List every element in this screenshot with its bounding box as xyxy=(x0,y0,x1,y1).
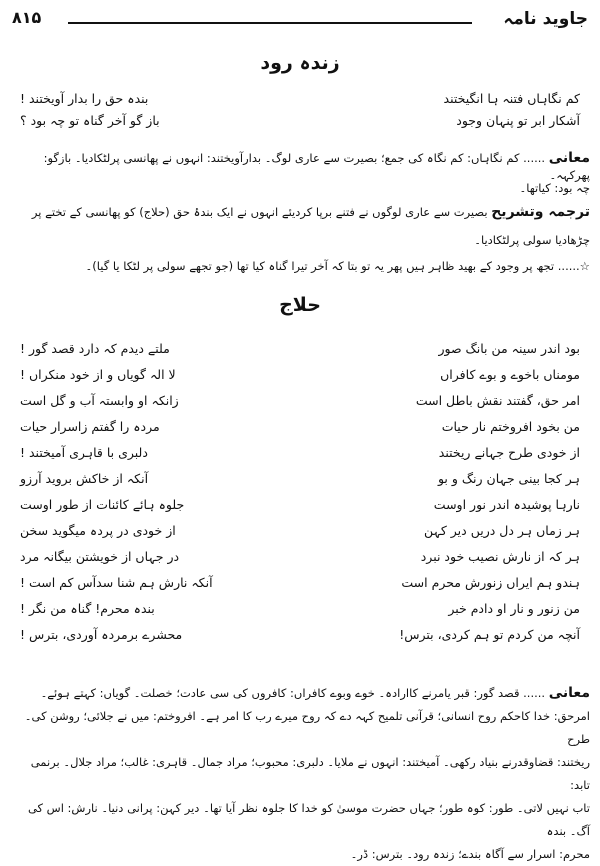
verse-left: دلبری با قاہری آمیختند ! xyxy=(20,445,148,460)
verse-left: مردہ را گفتم زاسرار حیات xyxy=(20,419,160,434)
verse-couplet xyxy=(20,574,580,591)
verse-left: باز گو آخر گناہ تو چہ بود ؟ xyxy=(20,113,160,128)
verse-left: لا الہ گویاں و از خود منکراں ! xyxy=(20,367,176,382)
verse-couplet xyxy=(20,112,580,129)
verse-couplet xyxy=(20,340,580,357)
verse-couplet xyxy=(20,626,580,643)
verse-couplet xyxy=(20,522,580,539)
section-title-zinda-rood: زندہ رود xyxy=(260,52,340,74)
note-line xyxy=(10,258,590,275)
verse-couplet xyxy=(20,470,580,487)
gloss-text: ...... قصد گور: قبر یامرنے کاارادہ۔ خوے وبوے کافراں: کافروں کی سی عادت؛ خصلت۔ گویاں: کہتے ہوئے۔ xyxy=(40,686,546,700)
verse-couplet xyxy=(20,496,580,513)
verse-left: ملتے دیدم کہ دارد قصد گور ! xyxy=(20,341,170,356)
section-title-hallaj: حلاج xyxy=(279,294,321,316)
tarjuma-text-2: چڑھادیا سولی پرلٹکادیا۔ xyxy=(474,233,590,247)
maani-text-2: چہ بود: کیاتھا۔ xyxy=(519,181,590,195)
verse-left: در جہاں از خویشتن بیگانہ مرد xyxy=(20,549,180,564)
verse-left: بندہ حق را بدار آویختند ! xyxy=(20,91,149,106)
maani-gloss-1 xyxy=(10,150,590,184)
verse-couplet xyxy=(20,366,580,383)
maani-gloss-1b xyxy=(10,180,590,197)
note-text: ☆...... تجھ پر وجود کے بھید ظاہر ہیں پھر یہ تو بتا کہ آخر تیرا گناہ کیا تھا (جو تجھے سولی پر لٹکا یا گیا)۔ xyxy=(85,259,590,273)
verse-right: کم نگاہاں فتنہ ہا انگیختند xyxy=(443,91,580,106)
verse-left: آنکہ از خاکش بروید آرزو xyxy=(20,471,149,486)
verse-right: ہر زماں ہر دل دریں دیر کہن xyxy=(424,523,580,538)
page-header xyxy=(8,6,592,32)
verse-left: جلوہ ہائے کائنات از طور اوست xyxy=(20,497,185,512)
verse-left: زانکہ او وابستہ آب و گل است xyxy=(20,393,179,408)
verse-right: ہر کجا بینی جہان رنگ و بو xyxy=(437,471,580,486)
maani-gloss-2 xyxy=(10,682,590,866)
verse-couplet xyxy=(20,392,580,409)
verse-right: من زنور و نار او دادم خبر xyxy=(448,601,580,616)
verse-right: بود اندر سینہ من بانگ صور xyxy=(438,341,580,356)
verse-couplet xyxy=(20,418,580,435)
gloss-line xyxy=(10,682,590,705)
verse-couplet xyxy=(20,444,580,461)
tarjuma-text: بصیرت سے عاری لوگوں نے فتنے برپا کردیئے انہوں نے ایک بندۂ حق (حلاج) کو پھانسی کے تختے پر xyxy=(31,205,488,219)
tarjuma-block xyxy=(10,204,590,221)
maani-label: معانی xyxy=(548,150,590,166)
verse-left: آنکہ نارش ہم شنا سدآس کم است ! xyxy=(20,575,213,590)
verse-right: ہندو ہم ایراں زنورش محرم است xyxy=(401,575,580,590)
verse-right: نارہا پوشیدہ اندر نور اوست xyxy=(433,497,580,512)
verse-left: از خودی در پردہ میگوید سخن xyxy=(20,523,176,538)
verse-right: مومناں باخوے و بوے کافراں xyxy=(440,367,580,382)
verse-right: من بخود افروختم نار حیات xyxy=(441,419,580,434)
verse-right: امر حق، گفتند نقش باطل است xyxy=(415,393,580,408)
gloss-line: ریختند: قضاوقدرنے بنیاد رکھی۔ آمیختند: انہوں نے ملایا۔ دلبری: محبوب؛ مراد جمال۔ قاہری: غالب؛ مراد جلال۔ برنمی تابد: xyxy=(30,755,590,792)
verse-right: آنچہ من کردم تو ہم کردی، بترس! xyxy=(399,627,580,642)
verse-right: از خودی طرح جہانے ریختند xyxy=(438,445,580,460)
header-rule xyxy=(68,22,472,24)
gloss-line: تاب نہیں لاتی۔ طور: کوہ طور؛ جہاں حضرت موسیٰ کو خدا کا جلوہ نظر آیا تھا۔ دیر کہن: پرانی دنیا۔ نارش: اس کی آگ۔ بندہ xyxy=(27,801,590,838)
gloss-line: محرم: اسرار سے آگاہ بندے؛ زندہ رود۔ بترس: ڈر۔ xyxy=(350,847,590,861)
tarjuma-label: ترجمہ وتشریح xyxy=(491,204,590,220)
gloss-line: امرحق: خدا کاحکم روح انسانی؛ قرآنی تلمیح کہہ دے کہ روح میرے رب کا امر ہے۔ افروختم: میں نے جلائی؛ روشن کی۔ طرح xyxy=(24,709,590,746)
verse-left: محشرے برمردہ آوردی، بترس ! xyxy=(20,627,183,642)
verse-couplet xyxy=(20,90,580,107)
maani-label: معانی xyxy=(548,685,590,701)
maani-text: ...... کم نگاہاں: کم نگاہ کی جمع؛ بصیرت سے عاری لوگ۔ بدارآویختند: انہوں نے پھانسی پرلٹکادیا۔ بازگو: پھرکہہ۔ xyxy=(43,151,590,182)
book-title: جاوید نامہ xyxy=(503,9,588,29)
verse-couplet xyxy=(20,548,580,565)
page-number: ۸۱۵ xyxy=(12,8,42,27)
verse-right: آشکار ابر تو پنہان وجود xyxy=(456,113,580,128)
verse-right: ہر کہ از نارش نصیب خود نبرد xyxy=(420,549,580,564)
verse-couplet xyxy=(20,600,580,617)
tarjuma-block-2 xyxy=(10,232,590,249)
verse-left: بندہ محرم! گناہ من نگر ! xyxy=(20,601,155,616)
